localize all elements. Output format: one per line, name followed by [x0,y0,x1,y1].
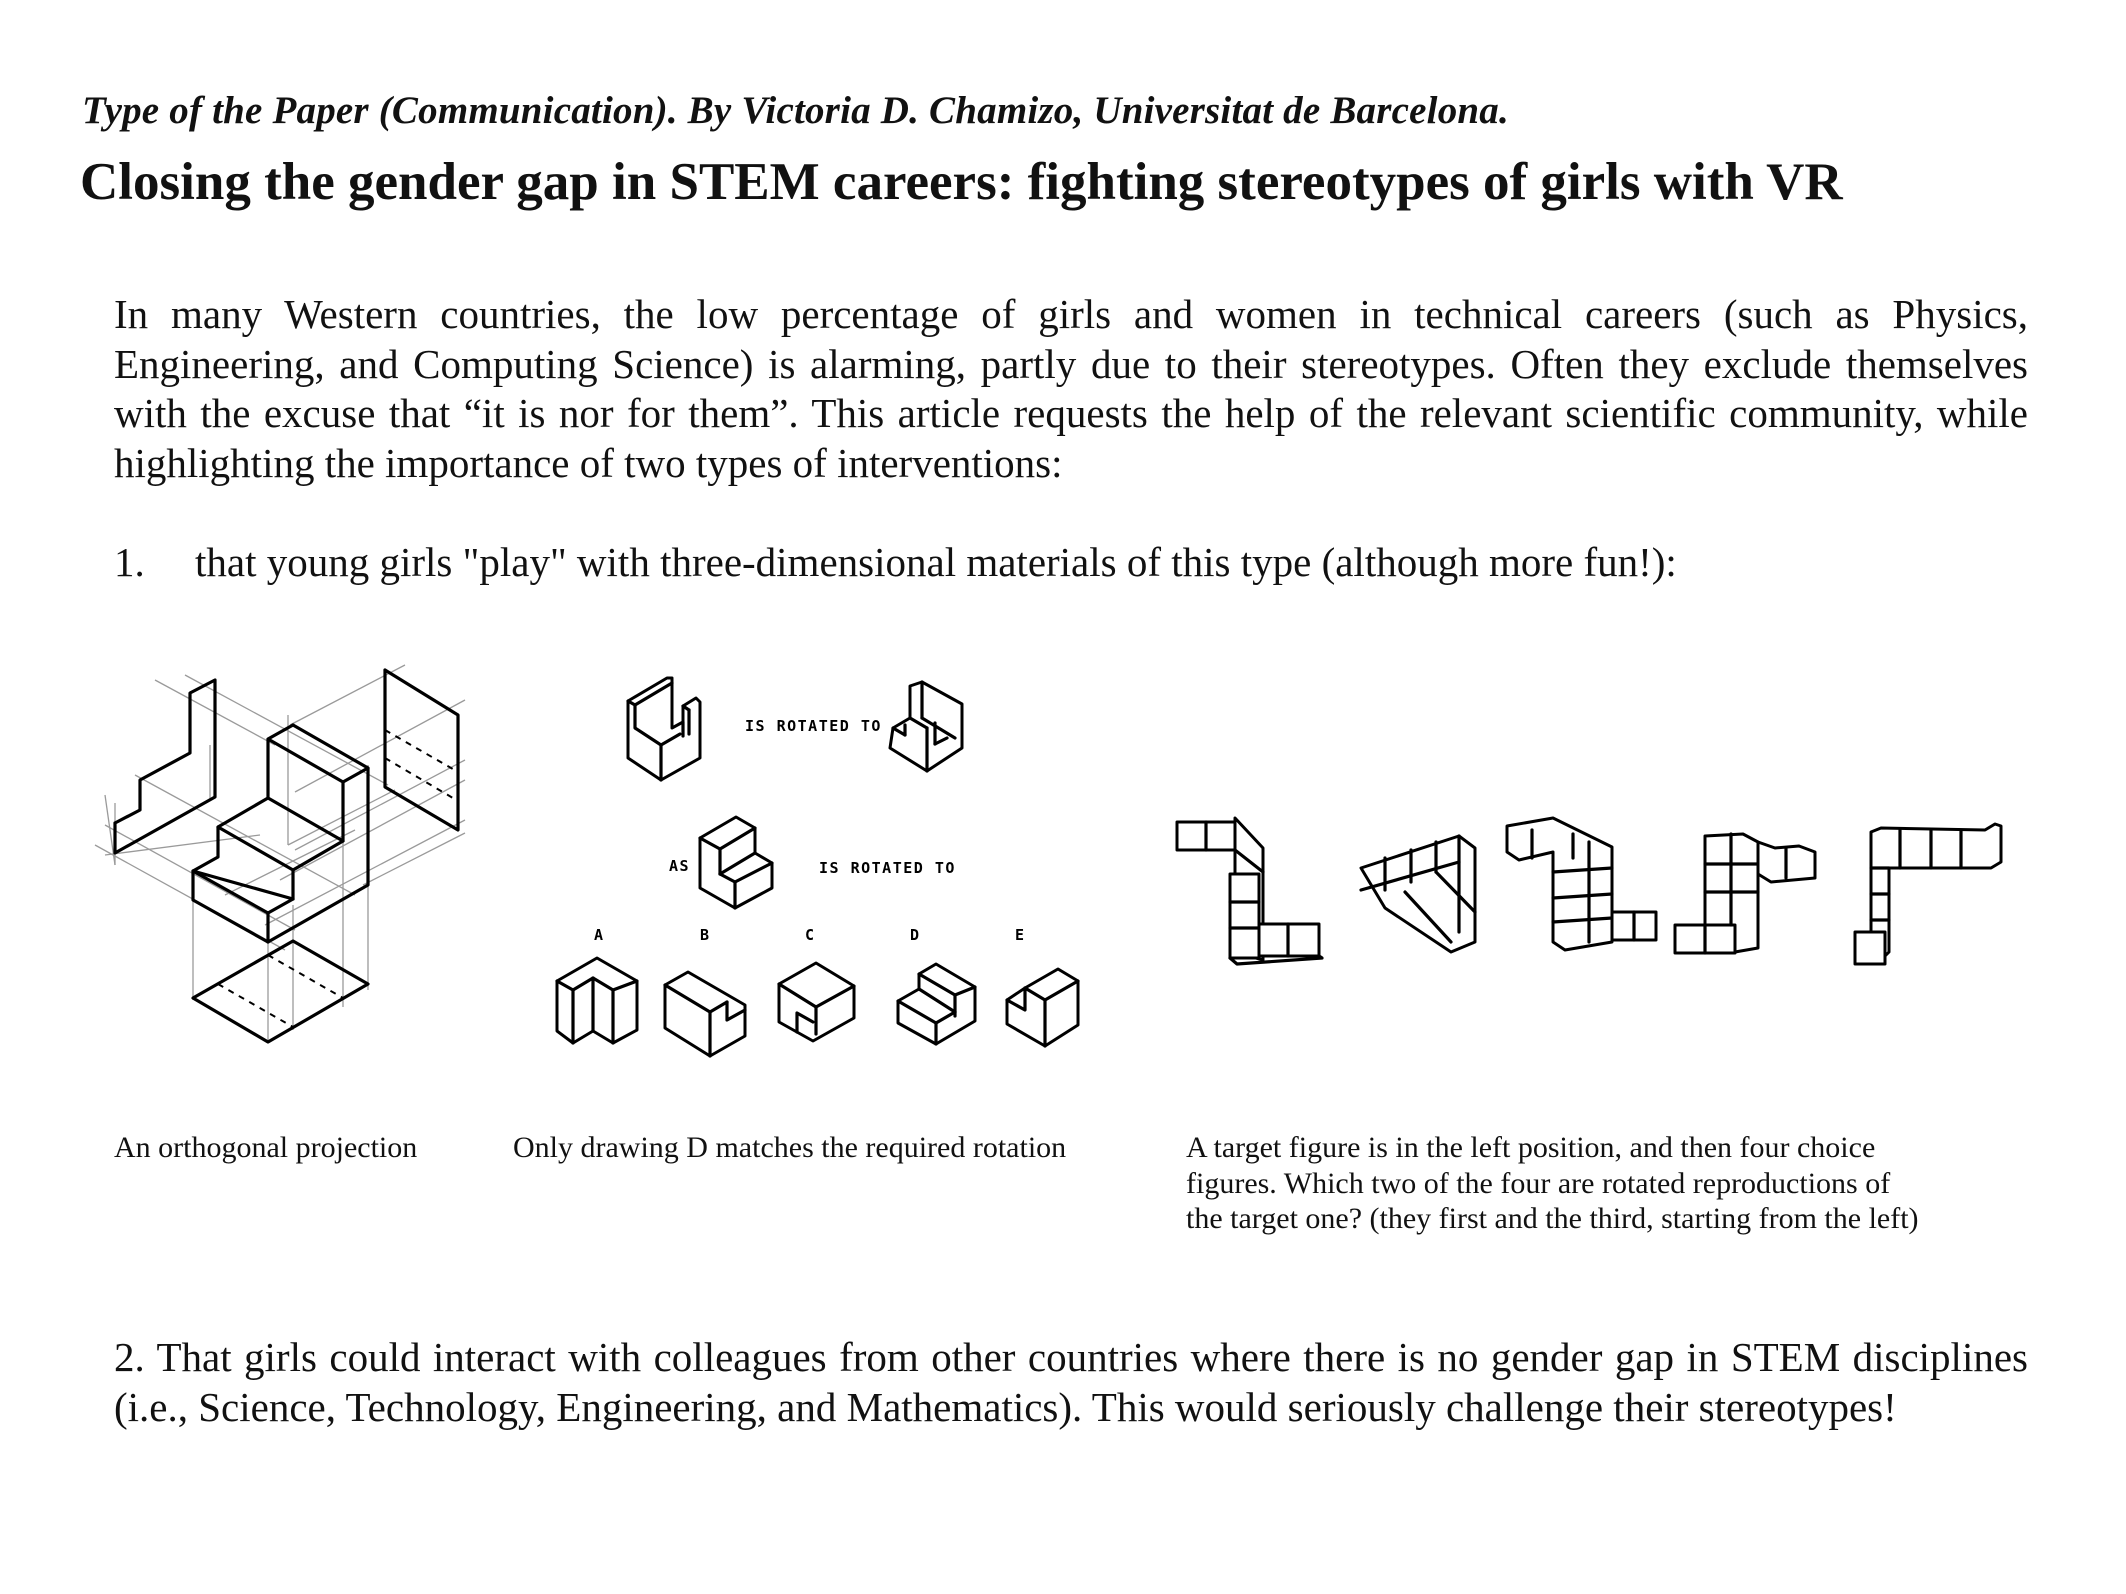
figure-caption-rotation: Only drawing D matches the required rotation [513,1131,1067,1164]
option-e-shape [1007,969,1078,1046]
option-c-shape [779,963,854,1041]
target-u-shape [628,678,700,780]
option-label-a: A [594,926,605,944]
caption-line: figures. Which two of the four are rotated reproductions of [1186,1166,1891,1200]
is-rotated-to-label-2: IS ROTATED TO [819,859,956,877]
intro-paragraph: In many Western countries, the low percentage of girls and women in technical careers (such as Physics, Engineering, and Computing Science) is alarming, partly due to their stereotypes. Often they exclude themselves with the excuse that “it is nor for them”. This article requests the help of the relevant scientific community, while highlighting the importance of two types of interventions: [114,291,2028,486]
cube-rotation-figure [1175,812,2035,992]
cube-chain-target [1177,818,1322,964]
object-outline [115,680,368,942]
caption-line: A target figure is in the left position, and then four choice [1186,1131,1876,1164]
top-view [193,941,368,1042]
intervention-item-1 [114,538,1677,586]
is-rotated-to-label-1: IS ROTATED TO [745,717,882,735]
cube-chain-choice-4 [1855,824,2001,964]
option-a-shape [557,958,637,1043]
option-d-shape [898,964,975,1044]
sample-step-shape [700,817,772,908]
orthogonal-projection-figure [95,655,475,1050]
as-label: AS [669,857,691,875]
item-text: that young girls "play" with three-dimensional materials of this type (although more fun!): [195,539,1677,585]
option-label-d: D [910,926,921,944]
figure-caption-cubes [1186,1130,1919,1237]
cube-chain-choice-2 [1507,818,1656,950]
construction-lines [95,665,465,1042]
rotated-u-shape [890,682,962,771]
option-label-c: C [805,926,816,944]
paper-title: Closing the gender gap in STEM careers: fighting stereotypes of girls with VR [80,153,1843,211]
option-label-b: B [700,926,711,944]
cube-chain-choice-3 [1675,834,1815,953]
mental-rotation-figure [555,668,1130,1063]
figure-caption-orthogonal: An orthogonal projection [114,1131,418,1164]
answer-option-labels [594,926,1026,944]
cube-chain-choice-1 [1361,836,1475,952]
paper-type-byline: Type of the Paper (Communication). By Victoria D. Chamizo, Universitat de Barcelona. [82,89,1509,132]
option-b-shape [665,972,745,1056]
item-number: 1. [114,539,145,585]
caption-line: the target one? (they first and the third, starting from the left) [1186,1202,1919,1235]
option-label-e: E [1015,926,1026,944]
side-view [385,670,458,830]
intervention-item-2: 2. That girls could interact with colleagues from other countries where there is no gender gap in STEM disciplines (i.e., Science, Technology, Engineering, and Mathematics). This would seriously challenge their stereotypes! [114,1334,2028,1430]
